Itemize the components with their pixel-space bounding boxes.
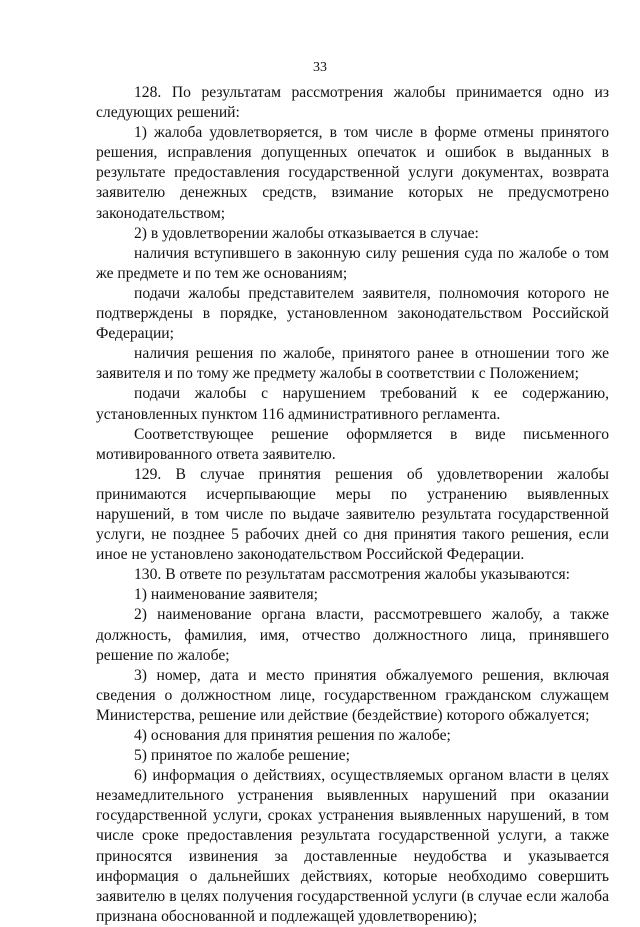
paragraph-130: 130. В ответе по результатам рассмотрения жалобы указываются:: [134, 566, 570, 584]
paragraph-128-item-2: 2) в удовлетворении жалобы отказывается в случае:: [134, 224, 479, 242]
paragraph-130-item-4: 4) основания для принятия решения по жалобе;: [134, 727, 451, 744]
refusal-ground-representative: подачи жалобы представителем заявителя, полномочия которого не подтверждены в порядке, установленном законодательством Российской Федерации;: [96, 284, 609, 343]
paragraph-129: 129. В случае принятия решения об удовлетворении жалобы принимаются исчерпывающие меры по устранению выявленных нарушений, в том числе по выдаче заявителю результата государственной услуги, не позднее 5 рабочих дней со дня принятия такого решения, если иное не установлено законодательством Российской Федерации.: [96, 465, 609, 564]
paragraph-130-item-2: 2) наименование органа власти, рассмотревшего жалобу, а также должность, фамилия, имя, отчество должностного лица, принявшего решение по жалобе;: [96, 606, 609, 664]
paragraph-130-item-6: 6) информация о действиях, осуществляемых органом власти в целях незамедлительного устранения выявленных нарушений при оказании государственной услуги, сроках устранения выявленных нарушений, в том числе сроке предоставления результата государственной услуги, а также приносятся извинения за доставленные неудобства и указывается информация о дальнейших действиях, которые необходимо совершить заявителю в целях получения государственной услуги (в случае если жалоба признана обоснованной и подлежащей удовлетворению);: [96, 767, 609, 925]
document-body: [96, 83, 609, 927]
decision-form-paragraph: Соответствующее решение оформляется в виде письменного мотивированного ответа заявителю.: [96, 425, 609, 463]
paragraph-128: 128. По результатам рассмотрения жалобы принимается одно из следующих решений:: [96, 84, 609, 122]
refusal-ground-content-violation: подачи жалобы с нарушением требований к ее содержанию, установленных пунктом 116 административного регламента.: [96, 385, 609, 423]
refusal-ground-court-decision: наличия вступившего в законную силу решения суда по жалобе о том же предмете и по тем же основаниям;: [96, 244, 609, 282]
refusal-ground-prior-decision: наличия решения по жалобе, принятого ранее в отношении того же заявителя и по тому же предмету жалобы в соответствии с Положением;: [96, 345, 609, 383]
paragraph-130-item-3: 3) номер, дата и место принятия обжалуемого решения, включая сведения о должностном лице, государственном гражданском служащем Министерства, решение или действие (бездействие) которого обжалуется;: [96, 666, 609, 724]
paragraph-128-item-1: 1) жалоба удовлетворяется, в том числе в форме отмены принятого решения, исправления допущенных опечаток и ошибок в выданных в результате предоставления государственной услуги документах, возврата заявителю денежных средств, взимание которых не предусмотрено законодательством;: [96, 124, 609, 222]
paragraph-130-item-1: 1) наименование заявителя;: [134, 586, 319, 604]
page-number: 33: [313, 60, 327, 75]
paragraph-130-item-5: 5) принятое по жалобе решение;: [134, 747, 350, 765]
